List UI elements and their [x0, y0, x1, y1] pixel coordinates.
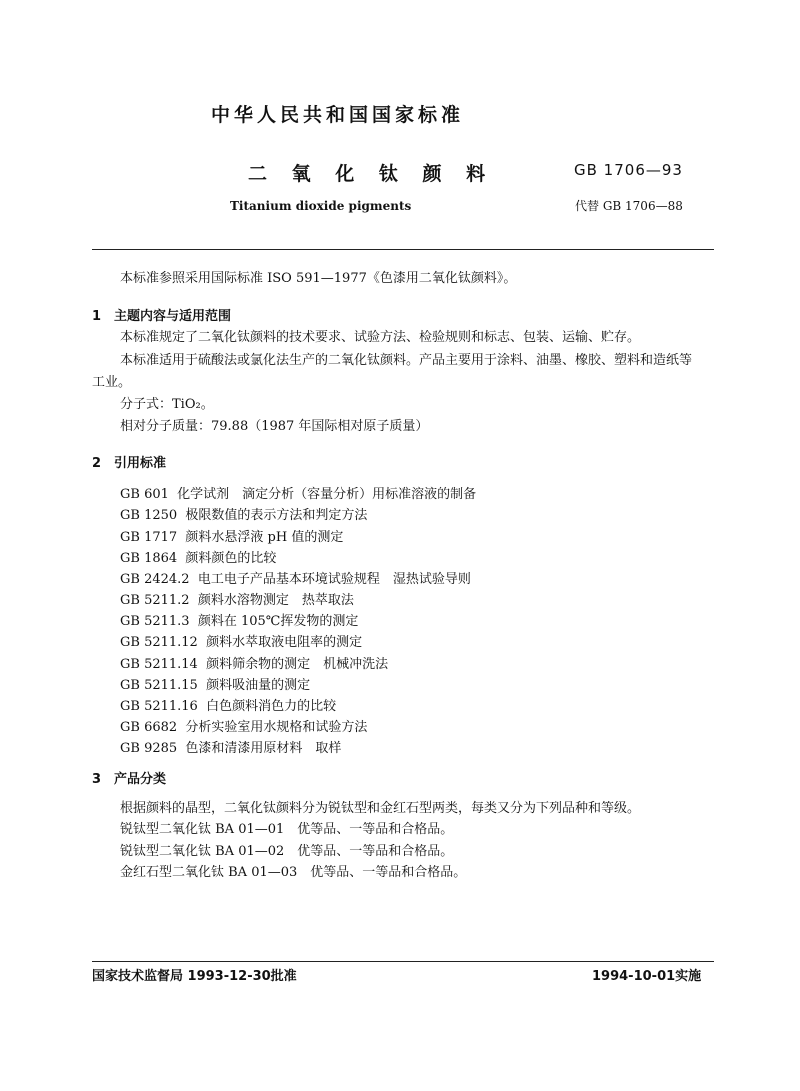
section-1-paragraph-1: 本标准规定了二氧化钛颜料的技术要求、试验方法、检验规则和标志、包装、运输、贮存。 [120, 330, 641, 345]
reference-title: 颜料筛余物的测定 机械冲洗法 [206, 657, 389, 672]
standard-number: GB 1706—93 [574, 161, 683, 179]
section-1-paragraph-2-continued: 工业。 [92, 375, 132, 390]
reference-code: GB 601 [120, 487, 169, 502]
reference-code: GB 5211.14 [120, 657, 198, 672]
reference-item [120, 737, 341, 756]
reference-item [120, 589, 354, 608]
molecular-mass: 相对分子质量：79.88（1987 年国际相对原子质量） [120, 419, 429, 434]
approval-note: 国家技术监督局 1993-12-30批准 [92, 969, 297, 984]
reference-title: 化学试剂 滴定分析（容量分析）用标准溶液的制备 [177, 487, 477, 502]
reference-title: 颜料水溶物测定 热萃取法 [197, 593, 354, 608]
reference-code: GB 5211.12 [120, 635, 198, 650]
reference-item [120, 674, 310, 693]
english-title: Titanium dioxide pigments [230, 199, 412, 213]
product-grade-item: 金红石型二氧化钛 BA 01—03 优等品、一等品和合格品。 [120, 865, 467, 880]
reference-title: 颜料吸油量的测定 [206, 678, 311, 693]
reference-item [120, 526, 343, 545]
reference-item [120, 695, 336, 714]
reference-item [120, 568, 471, 587]
document-title: 二 氧 化 钛 颜 料 [248, 163, 495, 185]
reference-title: 颜料颜色的比较 [185, 551, 277, 566]
section-title: 产品分类 [114, 772, 167, 787]
reference-title: 色漆和清漆用原材料 取样 [185, 741, 342, 756]
reference-code: GB 5211.2 [120, 593, 190, 608]
reference-code: GB 9285 [120, 741, 178, 756]
section-number: 1 [92, 309, 102, 324]
reference-title: 颜料水悬浮液 pH 值的测定 [185, 530, 344, 545]
reference-title: 颜料水萃取液电阻率的测定 [206, 635, 363, 650]
section-1-heading [92, 305, 231, 324]
reference-item [120, 504, 367, 523]
product-grade-item: 锐钛型二氧化钛 BA 01—01 优等品、一等品和合格品。 [120, 822, 454, 837]
section-1-paragraph-2: 本标准适用于硫酸法或氯化法生产的二氧化钛颜料。产品主要用于涂料、油墨、橡胶、塑料和造纸等 [120, 353, 693, 368]
molecular-formula: 分子式：TiO₂。 [120, 397, 214, 412]
reference-title: 分析实验室用水规格和试验方法 [185, 720, 368, 735]
reference-title: 电工电子产品基本环境试验规程 湿热试验导则 [197, 572, 471, 587]
replaces-note: 代替 GB 1706—88 [575, 199, 683, 213]
national-standard-heading: 中华人民共和国国家标准 [211, 104, 465, 126]
reference-code: GB 1717 [120, 530, 178, 545]
reference-code: GB 1250 [120, 508, 178, 523]
reference-title: 白色颜料消色力的比较 [206, 699, 337, 714]
reference-item [120, 547, 276, 566]
reference-item [120, 610, 358, 629]
reference-item [120, 716, 367, 735]
section-title: 主题内容与适用范围 [114, 309, 232, 324]
intro-paragraph: 本标准参照采用国际标准 ISO 591—1977《色漆用二氧化钛颜料》。 [120, 271, 517, 286]
section-number: 3 [92, 772, 102, 787]
product-grade-item: 锐钛型二氧化钛 BA 01—02 优等品、一等品和合格品。 [120, 844, 454, 859]
footer-divider [92, 961, 714, 962]
section-number: 2 [92, 456, 102, 471]
reference-title: 极限数值的表示方法和判定方法 [185, 508, 368, 523]
reference-title: 颜料在 105℃挥发物的测定 [197, 614, 359, 629]
section-3-heading [92, 768, 166, 787]
reference-code: GB 2424.2 [120, 572, 190, 587]
implementation-date: 1994-10-01实施 [592, 969, 702, 984]
reference-code: GB 5211.3 [120, 614, 190, 629]
reference-code: GB 5211.15 [120, 678, 198, 693]
reference-code: GB 6682 [120, 720, 178, 735]
section-2-heading [92, 452, 166, 471]
header-divider [92, 249, 714, 250]
reference-code: GB 1864 [120, 551, 178, 566]
reference-item [120, 631, 362, 650]
reference-code: GB 5211.16 [120, 699, 198, 714]
section-title: 引用标准 [114, 456, 167, 471]
reference-item [120, 653, 388, 672]
section-3-paragraph-1: 根据颜料的晶型，二氧化钛颜料分为锐钛型和金红石型两类，每类又分为下列品种和等级。 [120, 801, 641, 816]
reference-item [120, 483, 476, 502]
